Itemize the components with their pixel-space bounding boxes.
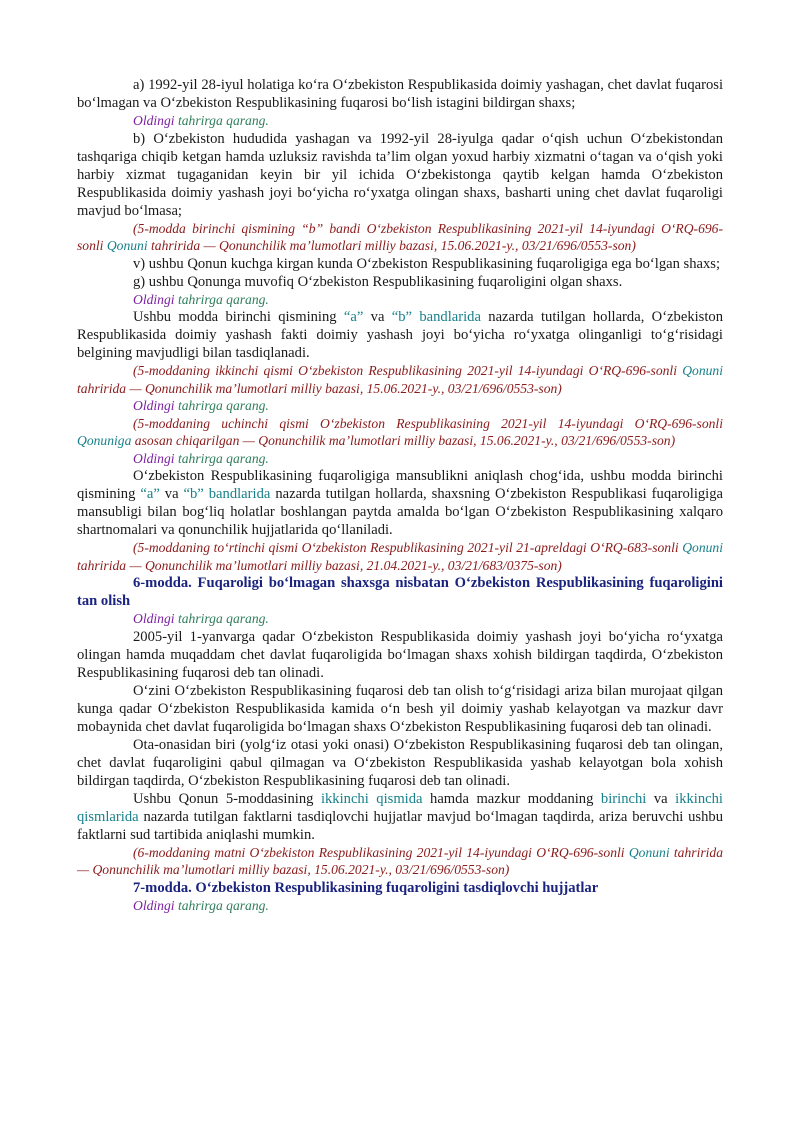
paragraph-text: O‘zbekiston Respublikasining fuqaroligiga mansublikni aniqlash chog‘ida, ushbu modda birinchi qismining (77, 468, 723, 502)
paragraph-text: Ushbu modda birinchi qismining (133, 309, 344, 325)
article-heading: 7-modda. O‘zbekiston Respublikasining fuqaroligini tasdiqlovchi hujjatlar (133, 879, 599, 896)
amendment-note (77, 220, 723, 255)
amendment-text: tahririda — Qonunchilik ma’lumotlari milliy bazasi, 15.06.2021-y., 03/21/696/0553-son) (147, 238, 636, 253)
paragraph-text: nazarda tutilgan hollarda, O‘zbekiston Respublikasida doimiy yashash fakti doimiy yashash joyi bo‘yicha ro‘yxatga olinganligi to‘g‘risidagi belgining mavjudligi bilan tasdiqlanadi. (77, 309, 723, 361)
previous-edition-link[interactable] (133, 610, 723, 628)
paragraph: 2005-yil 1-yanvarga qadar O‘zbekiston Respublikasida doimiy yashash joyi bo‘yicha ro‘yxatga olingan hamda muqaddam chet davlat fuqaroligida bo‘lmagan shaxs xohish bildirgan taqdirda, O‘zbekiston Respublikasining fuqarosi deb tan olinadi. (77, 628, 723, 681)
previous-edition-rest[interactable]: tahrirga qarang. (174, 291, 269, 307)
amendment-text: tahririda — Qonunchilik ma’lumotlari milliy bazasi, 15.06.2021-y., 03/21/696/0553-son) (77, 844, 724, 877)
previous-edition-word[interactable]: Oldingi (133, 450, 175, 466)
previous-edition-link[interactable] (133, 397, 723, 415)
paragraph-text: va (646, 790, 676, 807)
previous-edition-link[interactable] (133, 112, 723, 130)
amendment-text: (5-modda birinchi qismining “b” bandi O‘zbekiston Respublikasining 2021-yil 14-iyundagi O‘RQ-696-sonli (77, 220, 723, 253)
law-link[interactable]: Qonuni (628, 844, 670, 860)
paragraph (77, 790, 723, 844)
paragraph: g) ushbu Qonunga muvofiq O‘zbekiston Respublikasining fuqaroligini olgan shaxs. (133, 273, 623, 290)
previous-edition-link[interactable] (133, 897, 723, 915)
law-link[interactable]: Qonuni (682, 540, 723, 555)
reference-link[interactable]: “b” bandlarida (391, 309, 481, 325)
paragraph-text: nazarda tutilgan hollarda, shaxsning O‘zbekiston Respublikasi fuqaroligiga mansubligi bilan bog‘liq holatlar boshlangan paytda amalda bo‘lgan O‘zbekiston Respublikasining xalqaro shartnomalari va qonunchilik hujjatlarida qo‘llaniladi. (77, 486, 724, 538)
paragraph: O‘zini O‘zbekiston Respublikasining fuqarosi deb tan olish to‘g‘risidagi ariza bilan murojaat qilgan kunga qadar O‘zbekiston Respublikasida kamida o‘n besh yil doimiy yashab kelayotgan va mazkur davr mobaynida chet davlat fuqaroligida bo‘lmagan shaxs O‘zbekiston Respublikasining fuqarosi deb tan olinadi. (77, 682, 723, 735)
previous-edition-rest[interactable]: tahrirga qarang. (174, 897, 269, 913)
previous-edition-rest[interactable]: tahrirga qarang. (174, 611, 269, 626)
reference-link[interactable]: “a” (343, 309, 364, 325)
paragraph-text: hamda mazkur moddaning (422, 790, 601, 807)
paragraph-text: va (159, 486, 184, 502)
previous-edition-word[interactable]: Oldingi (133, 291, 175, 307)
paragraph (77, 308, 723, 362)
previous-edition-word[interactable]: Oldingi (133, 897, 175, 913)
paragraph-text: nazarda tutilgan faktlarni tasdiqlovchi hujjatlar mavjud bo‘lmagan taqdirda, ariza beruvchi ushbu faktlarni sud tartibida aniqlashi mumkin. (77, 808, 723, 843)
paragraph: a) 1992-yil 28-iyul holatiga ko‘ra O‘zbekiston Respublikasida doimiy yashagan, chet davlat fuqarosi bo‘lmagan va O‘zbekiston Respublikasining fuqarosi bo‘lish istagini bildirgan shaxs; (77, 77, 723, 111)
paragraph: b) O‘zbekiston hududida yashagan va 1992-yil 28-iyulga qadar o‘qish uchun O‘zbekistondan tashqariga chiqib ketgan hamda uzluksiz ravishda ta’lim olgan yoxud harbiy xizmatni o‘tagan va o‘qish yoki harbiy xizmat tugaganidan keyin bir yil ichida O‘zbekistonga qaytib kelgan hamda O‘zbekiston Respublikasida doimiy yashash joyi bo‘yicha ro‘yxatga olingan shaxs, basharti uning chet davlat fuqaroligi mavjud bo‘lmasa; (77, 130, 723, 219)
previous-edition-link[interactable] (133, 291, 723, 309)
amendment-text: (5-moddaning uchinchi qismi O‘zbekiston Respublikasining 2021-yil 14-iyundagi O‘RQ-696-sonli (133, 415, 723, 431)
law-link[interactable]: Qonuni (682, 363, 723, 378)
paragraph: v) ushbu Qonun kuchga kirgan kunda O‘zbekiston Respublikasining fuqaroligiga ega bo‘lgan shaxs; (133, 255, 721, 272)
amendment-note (77, 362, 723, 397)
amendment-text: tahririda — Qonunchilik ma’lumotlari milliy bazasi, 15.06.2021-y., 03/21/696/0553-son) (77, 380, 562, 396)
amendment-text: (6-moddaning matni O‘zbekiston Respublikasining 2021-yil 14-iyundagi O‘RQ-696-sonli (133, 844, 629, 860)
reference-link[interactable]: ikkinchi qismlarida (77, 790, 723, 825)
amendment-note (77, 539, 723, 574)
previous-edition-rest[interactable]: tahrirga qarang. (174, 398, 269, 413)
amendment-text: asosan chiqarilgan — Qonunchilik ma’lumotlari milliy bazasi, 15.06.2021-y., 03/21/696/0553-son) (131, 433, 676, 448)
paragraph (77, 467, 723, 539)
amendment-note (77, 415, 723, 450)
amendment-note (77, 844, 723, 879)
amendment-text: (5-moddaning to‘rtinchi qismi O‘zbekiston Respublikasining 2021-yil 21-apreldagi O‘RQ-683-sonli (133, 540, 683, 555)
previous-edition-rest[interactable]: tahrirga qarang. (174, 113, 269, 128)
article-heading: 6-modda. Fuqaroligi bo‘lmagan shaxsga nisbatan O‘zbekiston Respublikasining fuqaroligini tan olish (77, 575, 723, 609)
previous-edition-link[interactable] (133, 450, 723, 468)
previous-edition-rest[interactable]: tahrirga qarang. (174, 450, 269, 466)
paragraph: Ota-onasidan biri (yolg‘iz otasi yoki onasi) O‘zbekiston Respublikasining fuqarosi deb tan olingan, chet davlat fuqaroligini qabul qilmagan va O‘zbekiston Respublikasida yashab kelayotgan bola xohish bildirgan taqdirda, O‘zbekiston Respublikasining fuqarosi deb tan olinadi. (77, 736, 723, 789)
reference-link[interactable]: birinchi (600, 790, 647, 807)
reference-link[interactable]: “b” bandlarida (183, 486, 271, 502)
reference-link[interactable]: “a” (140, 486, 160, 502)
previous-edition-word[interactable]: Oldingi (133, 398, 175, 413)
previous-edition-word[interactable]: Oldingi (133, 611, 175, 626)
amendment-text: tahririda — Qonunchilik ma’lumotlari milliy bazasi, 21.04.2021-y., 03/21/683/0375-son) (77, 557, 562, 573)
reference-link[interactable]: ikkinchi qismida (320, 790, 423, 807)
law-link[interactable]: Qonuni (106, 238, 148, 253)
paragraph-text: Ushbu Qonun 5-moddasining (133, 790, 321, 807)
law-link[interactable]: Qonuniga (77, 433, 132, 448)
amendment-text: (5-moddaning ikkinchi qismi O‘zbekiston Respublikasining 2021-yil 14-iyundagi O‘RQ-696-sonli (133, 363, 683, 378)
paragraph-text: va (363, 309, 392, 325)
document-page (77, 76, 723, 914)
previous-edition-word[interactable]: Oldingi (133, 113, 175, 128)
